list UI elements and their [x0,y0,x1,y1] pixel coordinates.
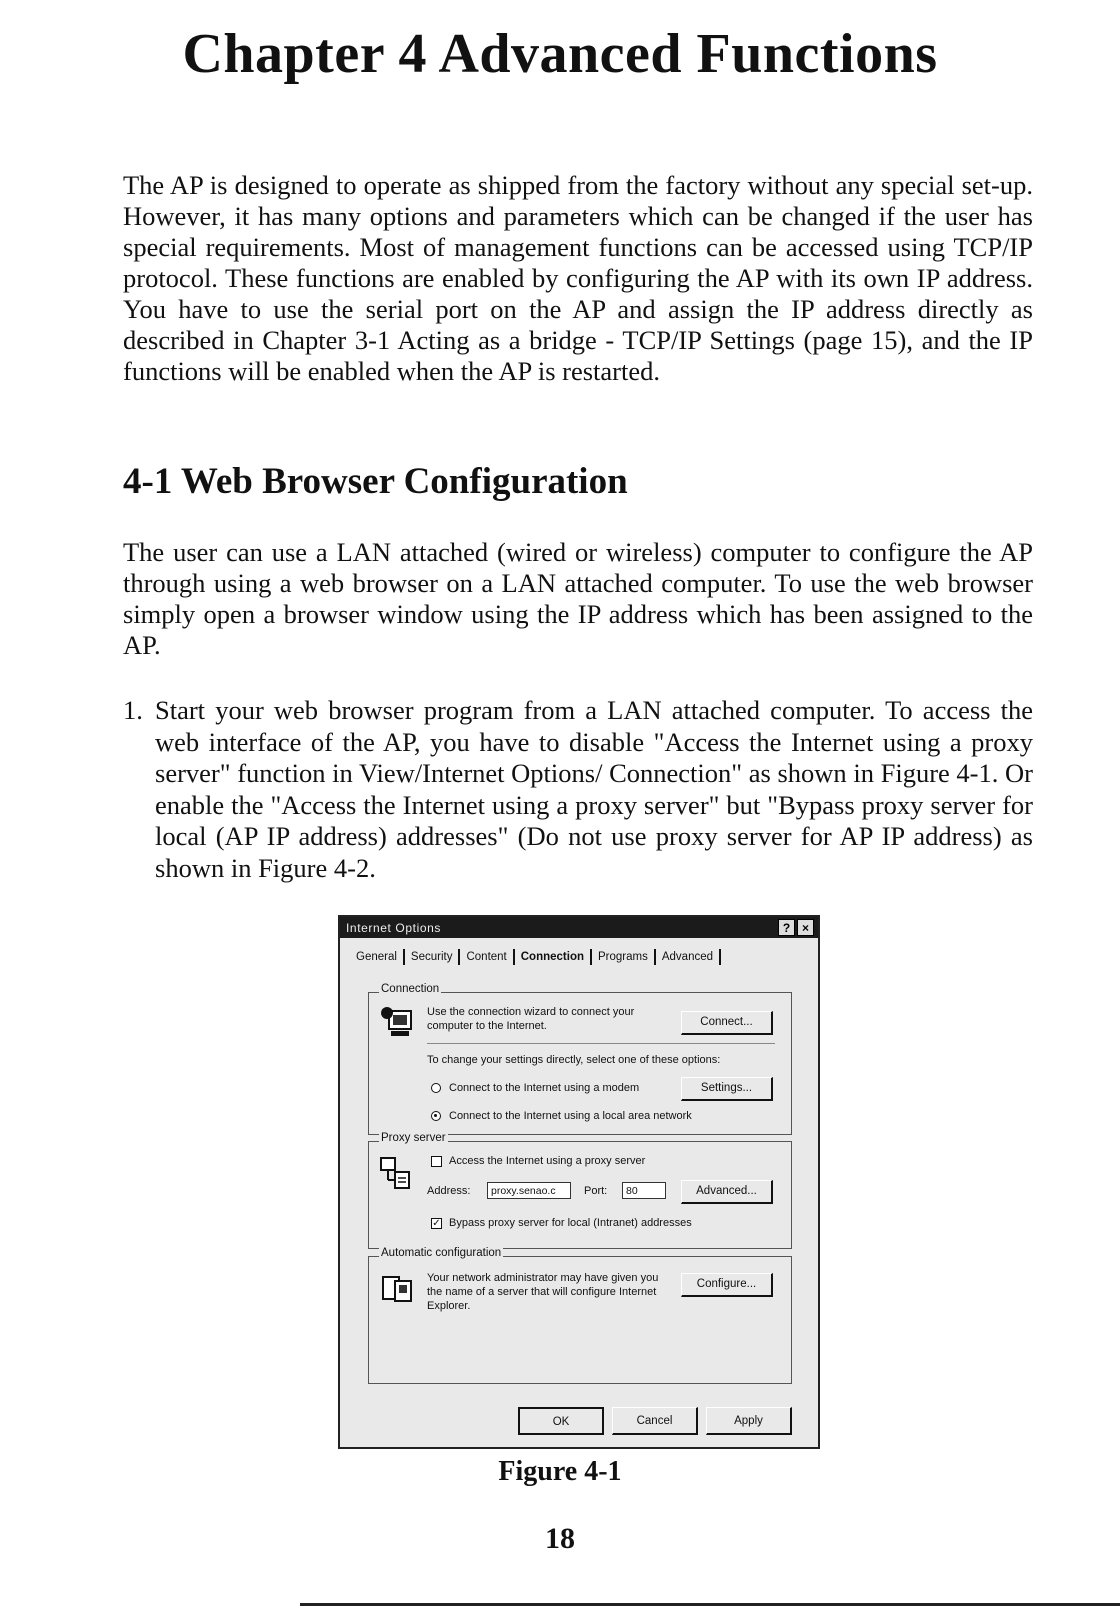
auto-config-group-label: Automatic configuration [381,1247,502,1259]
apply-button[interactable]: Apply [706,1407,792,1435]
port-label: Port: [584,1185,608,1197]
address-label: Address: [427,1185,471,1197]
access-proxy-checkbox[interactable] [431,1156,442,1167]
lan-radio-label: Connect to the Internet using a local area network [449,1110,692,1122]
tab-general[interactable]: General [350,949,405,965]
close-icon[interactable]: × [797,919,814,936]
bypass-proxy-checkbox[interactable]: ✓ [432,1218,441,1229]
step-number: 1. [123,695,143,725]
access-proxy-label: Access the Internet using a proxy server [449,1155,646,1167]
tab-programs[interactable]: Programs [592,949,656,965]
port-input[interactable]: 80 [622,1182,666,1199]
step-text: Start your web browser program from a LAN attached computer. To access the web interface of the AP, you have to disable "Access the Internet using a proxy server" function in View/Internet Options/ Connection" as shown in Figure 4-1. Or enable the "Access the Internet using a proxy server" but "Bypass proxy server for local (AP IP address) addresses" (Do not use proxy server for AP IP address) as shown in Figure 4-2. [155,695,1033,883]
modem-radio-label: Connect to the Internet using a modem [449,1082,640,1094]
bypass-proxy-label: Bypass proxy server for local (Intranet) addresses [449,1217,692,1229]
dialog-tabs [350,949,721,965]
connection-group-label: Connection [381,983,440,995]
auto-config-icon [379,1271,415,1307]
configure-button[interactable]: Configure... [681,1273,773,1297]
tab-advanced[interactable]: Advanced [656,949,721,965]
page-number: 18 [545,1522,575,1555]
connection-group [368,983,792,1135]
dialog-title: Internet Options [346,920,441,935]
advanced-button[interactable]: Advanced... [681,1180,773,1204]
connection-wizard-icon [379,1003,415,1039]
modem-radio[interactable] [431,1083,441,1093]
figure-caption: Figure 4-1 [498,1456,622,1487]
chapter-title: Chapter 4 Advanced Functions [182,23,938,85]
tab-content[interactable]: Content [460,949,514,965]
section-paragraph: The user can use a LAN attached (wired or wireless) computer to configure the AP through using a web browser on a LAN attached computer. To use the web browser simply open a browser window using the IP address which has been assigned to the AP. [123,537,1033,660]
address-input[interactable]: proxy.senao.c [487,1182,571,1199]
wizard-text: Use the connection wizard to connect your computer to the Internet. [427,1006,635,1032]
internet-options-dialog [338,915,820,1449]
bottom-rule [300,1603,1120,1606]
section-title: 4-1 Web Browser Configuration [123,461,628,502]
dialog-titlebar [340,917,818,938]
proxy-network-icon [379,1154,415,1192]
help-icon[interactable]: ? [778,919,795,936]
tab-security[interactable]: Security [405,949,461,965]
proxy-server-group [368,1132,792,1249]
intro-paragraph: The AP is designed to operate as shipped from the factory without any special set-up. However, it has many options and parameters which can be changed if the user has special requirements. Most of management functions can be accessed using TCP/IP protocol. These functions are enabled by configuring the AP with its own IP address. You have to use the serial port on the AP and assign the IP address directly as described in Chapter 3-1 Acting as a bridge - TCP/IP Settings (page 15), and the IP functions will be enabled when the AP is restarted. [123,170,1033,386]
settings-button[interactable]: Settings... [681,1077,773,1101]
tab-connection[interactable]: Connection [515,949,592,965]
auto-config-text: Your network administrator may have given you the name of a server that will configure Internet Explorer. [427,1272,659,1312]
proxy-group-label: Proxy server [381,1132,446,1144]
lan-radio[interactable] [431,1111,441,1121]
ok-button[interactable]: OK [518,1407,604,1435]
automatic-configuration-group [368,1247,792,1384]
connect-button[interactable]: Connect... [681,1011,773,1035]
cancel-button[interactable]: Cancel [612,1407,698,1435]
step-item [123,695,1033,884]
change-settings-text: To change your settings directly, select one of these options: [427,1054,721,1066]
